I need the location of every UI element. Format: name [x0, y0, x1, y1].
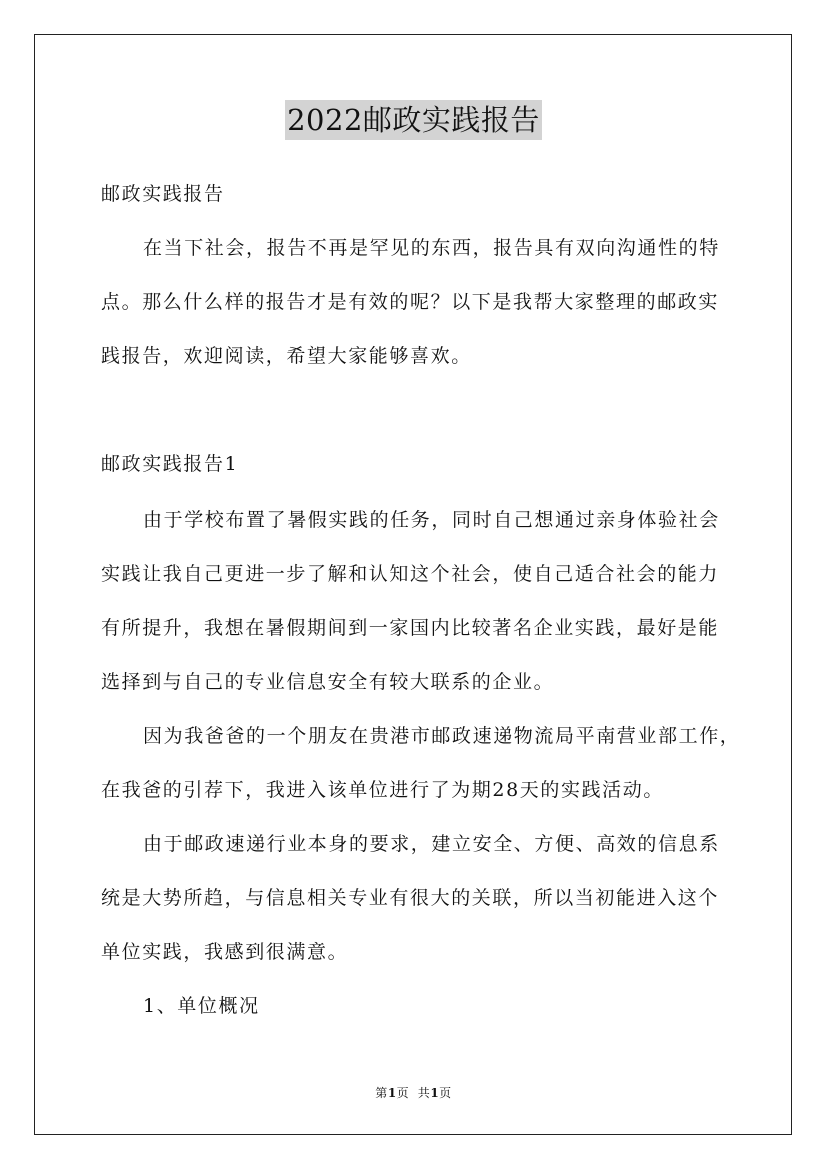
para3-line-1: 由于邮政速递行业本身的要求，建立安全、方便、高效的信息系: [143, 833, 720, 855]
title-wrap: [0, 100, 827, 140]
para2-line-2: 在我爸的引荐下，我进入该单位进行了为期28天的实践活动。: [101, 779, 664, 801]
document-subtitle: 邮政实践报告: [101, 183, 225, 205]
para3-line-2: 统是大势所趋，与信息相关专业有很大的关联，所以当初能进入这个: [101, 887, 720, 909]
para1-line-2: 实践让我自己更进一步了解和认知这个社会，使自己适合社会的能力: [101, 563, 720, 585]
page-footer: [0, 1085, 827, 1101]
para1-line-1: 由于学校布置了暑假实践的任务，同时自己想通过亲身体验社会: [143, 509, 720, 531]
subheading-unit-overview: 1、单位概况: [143, 995, 260, 1017]
intro-line-3: 践报告，欢迎阅读，希望大家能够喜欢。: [101, 345, 472, 367]
para3-line-3: 单位实践，我感到很满意。: [101, 941, 349, 963]
footer-page-total: 1: [430, 1086, 440, 1100]
para1-line-3: 有所提升，我想在暑假期间到一家国内比较著名企业实践，最好是能: [101, 617, 720, 639]
document-title: 2022邮政实践报告: [285, 100, 542, 140]
para2-line-1: 因为我爸爸的一个朋友在贵港市邮政速递物流局平南营业部工作，: [143, 725, 741, 747]
intro-line-1: 在当下社会，报告不再是罕见的东西，报告具有双向沟通性的特: [143, 237, 720, 259]
footer-page-suffix: 页: [439, 1086, 452, 1100]
intro-line-2: 点。那么什么样的报告才是有效的呢？以下是我帮大家整理的邮政实: [101, 291, 720, 313]
section-heading: 邮政实践报告1: [101, 453, 239, 475]
para1-line-4: 选择到与自己的专业信息安全有较大联系的企业。: [101, 671, 555, 693]
footer-page-prefix: 第: [375, 1086, 388, 1100]
footer-page-middle: 页 共: [396, 1086, 431, 1100]
footer-page-current: 1: [387, 1086, 397, 1100]
